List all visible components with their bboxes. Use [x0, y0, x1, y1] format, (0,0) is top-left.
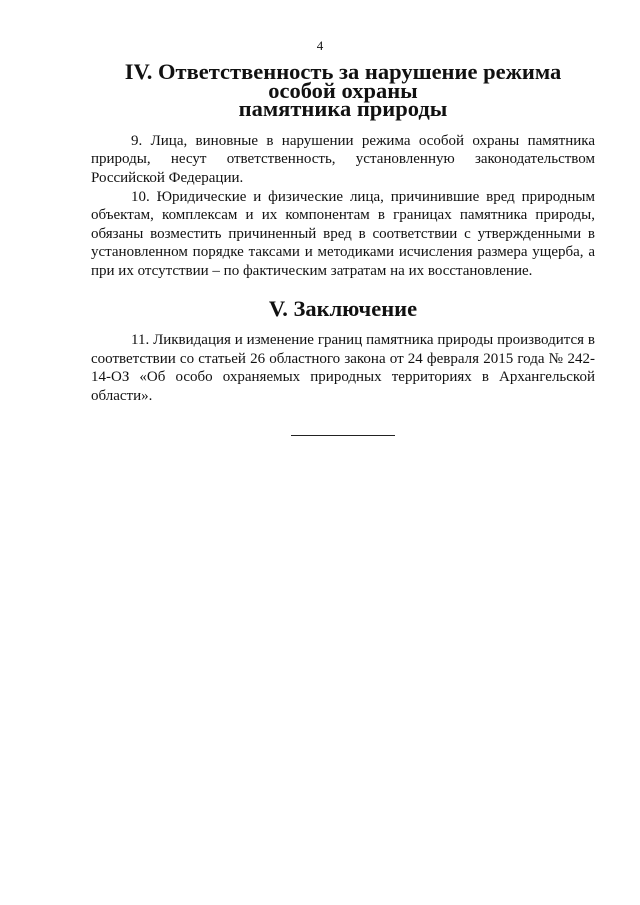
page-number: 4: [316, 38, 324, 53]
paragraph-10: 10. Юридические и физические лица, причинившие вред природным объектам, комплексам и их компонентам в границах памятника природы, обязаны возместить причиненный вред в соответствии с утвержденными в установленном порядке таксами и методиками исчисления размера ущерба, а при их отсутствии – по фактическим затратам на их восстановление.: [91, 188, 595, 279]
section-4-heading-line-2: памятника природы: [238, 96, 448, 122]
document-body: [91, 59, 595, 406]
paragraph-11: 11. Ликвидация и изменение границ памятника природы производится в соответствии со статьей 26 областного закона от 24 февраля 2015 года № 242-14-ОЗ «Об особо охраняемых природных территориях в Архангельской области».: [91, 332, 595, 404]
section-4-heading: [91, 59, 595, 122]
paragraph-9: 9. Лица, виновные в нарушении режима особой охраны памятника природы, несут ответственность, установленную законодательством Российской Федерации.: [91, 132, 595, 186]
end-separator-line: [291, 435, 395, 436]
section-4-heading-line-1: IV. Ответственность за нарушение режима особой охраны: [124, 59, 562, 103]
section-5-heading: V. Заключение: [268, 295, 418, 321]
